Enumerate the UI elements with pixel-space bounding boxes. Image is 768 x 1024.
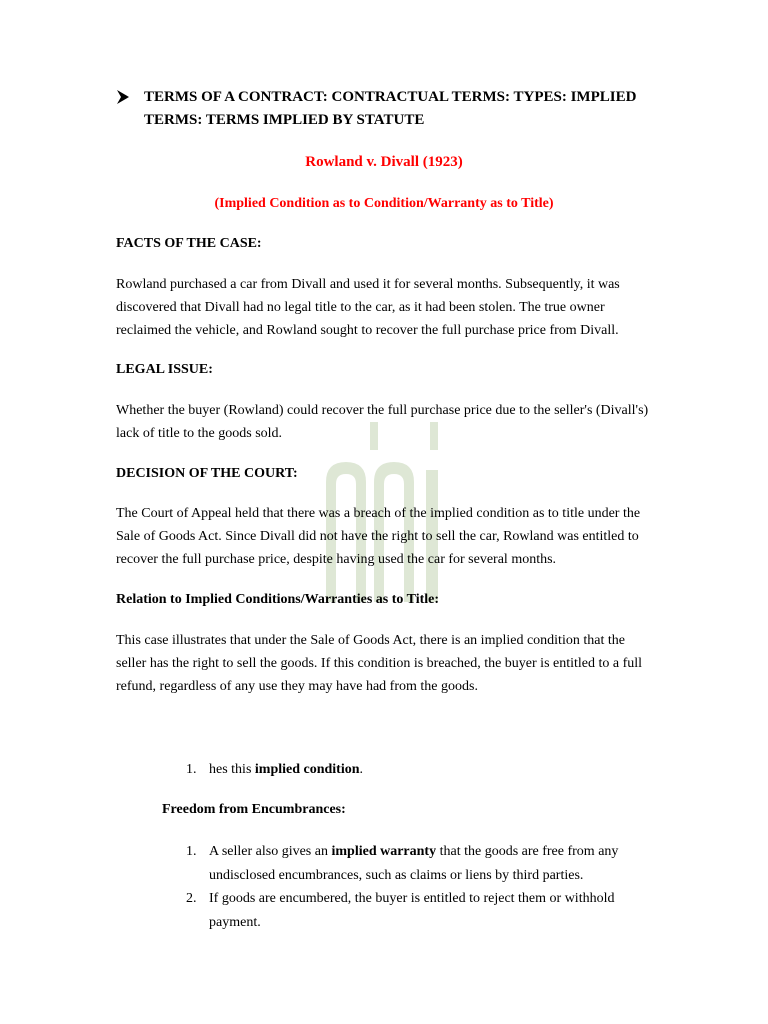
list-number: 1. — [186, 762, 197, 777]
relation-heading: Relation to Implied Conditions/Warranties as to Title: — [116, 592, 440, 607]
case-subtitle: (Implied Condition as to Condition/Warranty as to Title) — [214, 196, 554, 211]
document-heading — [116, 86, 656, 132]
decision-heading: DECISION OF THE COURT: — [116, 466, 298, 481]
issue-heading: LEGAL ISSUE: — [116, 362, 213, 377]
decision-paragraph: The Court of Appeal held that there was a breach of the implied condition as to title under the Sale of Goods Act. Since Divall did not have the right to sell the car, Rowland was entitled to recover the full purchase price, despite having used the car for several months. — [116, 506, 641, 567]
list-text-bold: implied condition — [254, 762, 360, 777]
list-item — [180, 758, 656, 782]
case-title: Rowland v. Divall (1923) — [305, 154, 463, 170]
list-number: 1. — [186, 844, 197, 859]
facts-paragraph: Rowland purchased a car from Divall and used it for several months. Subsequently, it was discovered that Divall had no legal title to the car, as it had been stolen. The true owner reclaimed the vehicle, and Rowland sought to recover the full purchase price from Divall. — [116, 277, 620, 338]
list-item — [180, 887, 656, 934]
issue-paragraph: Whether the buyer (Rowland) could recover the full purchase price due to the seller's (Divall's) lack of title to the goods sold. — [116, 403, 649, 441]
list-number: 2. — [186, 891, 197, 906]
facts-heading: FACTS OF THE CASE: — [116, 236, 262, 251]
list-text: A seller also gives an — [209, 844, 332, 859]
encumbrances-heading: Freedom from Encumbrances: — [162, 802, 346, 817]
encumbrances-list — [180, 840, 656, 934]
list-text-bold: implied warranty — [331, 844, 437, 859]
list-text-end: that the goods are free from any undisclosed encumbrances, such as claims or liens by third parties. — [209, 844, 619, 883]
list-text-end: . — [359, 762, 364, 777]
list-text: If goods are encumbered, the buyer is entitled to reject them or withhold payment. — [209, 891, 615, 930]
arrowhead-bullet-icon — [116, 90, 130, 104]
implied-condition-list — [180, 758, 656, 782]
list-item — [180, 840, 656, 887]
list-text: hes this — [209, 762, 255, 777]
heading-text: TERMS OF A CONTRACT: CONTRACTUAL TERMS: TYPES: IMPLIED TERMS: TERMS IMPLIED BY STATUTE — [144, 89, 637, 128]
relation-paragraph: This case illustrates that under the Sale of Goods Act, there is an implied condition that the seller has the right to sell the goods. If this condition is breached, the buyer is entitled to a full refund, regardless of any use they may have had from the goods. — [116, 633, 643, 694]
